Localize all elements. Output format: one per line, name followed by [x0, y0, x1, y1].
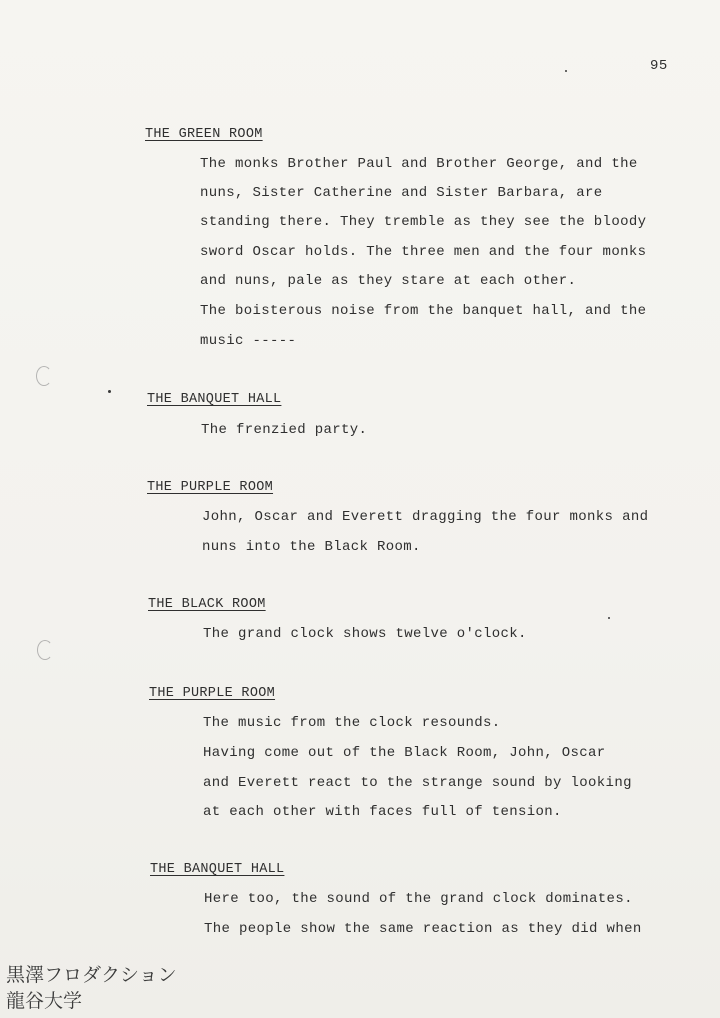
ink-speck — [108, 390, 111, 393]
page-number: 95 — [650, 58, 668, 74]
scene-line: Here too, the sound of the grand clock dominates. — [204, 891, 633, 907]
scene-heading: THE GREEN ROOM — [145, 127, 263, 142]
scene-heading: THE PURPLE ROOM — [149, 686, 276, 701]
scene-line: The people show the same reaction as they did when — [204, 921, 642, 937]
ink-speck — [565, 70, 567, 72]
punch-hole-mark — [37, 640, 53, 660]
scene-line: The grand clock shows twelve o'clock. — [203, 626, 527, 642]
scene-line: nuns, Sister Catherine and Sister Barbara, are — [200, 185, 603, 201]
scene-heading: THE BLACK ROOM — [148, 597, 266, 612]
scene-line: The music from the clock resounds. — [203, 715, 501, 731]
scene-line: The boisterous noise from the banquet hall, and the — [200, 303, 647, 319]
scene-line: nuns into the Black Room. — [202, 539, 421, 555]
watermark-line-1: 黒澤フロダクション — [6, 964, 177, 986]
archive-watermark — [6, 962, 177, 1014]
scene-line: Having come out of the Black Room, John, Oscar — [203, 745, 606, 761]
scene-line: The monks Brother Paul and Brother George, and the — [200, 156, 638, 172]
scene-line: at each other with faces full of tension. — [203, 804, 562, 820]
scene-heading: THE BANQUET HALL — [150, 862, 285, 877]
scene-line: John, Oscar and Everett dragging the four monks and — [202, 509, 649, 525]
scene-line: sword Oscar holds. The three men and the four monks — [200, 244, 647, 260]
punch-hole-mark — [36, 366, 52, 386]
scene-line: music ----- — [200, 333, 297, 349]
scene-line: and nuns, pale as they stare at each other. — [200, 273, 577, 289]
scene-heading: THE PURPLE ROOM — [147, 480, 274, 495]
ink-speck — [608, 617, 610, 619]
scene-line: standing there. They tremble as they see the bloody — [200, 214, 647, 230]
watermark-line-2: 龍谷大学 — [6, 990, 83, 1012]
scene-line: The frenzied party. — [201, 422, 368, 438]
scene-heading: THE BANQUET HALL — [147, 392, 282, 407]
scene-line: and Everett react to the strange sound by looking — [203, 775, 632, 791]
